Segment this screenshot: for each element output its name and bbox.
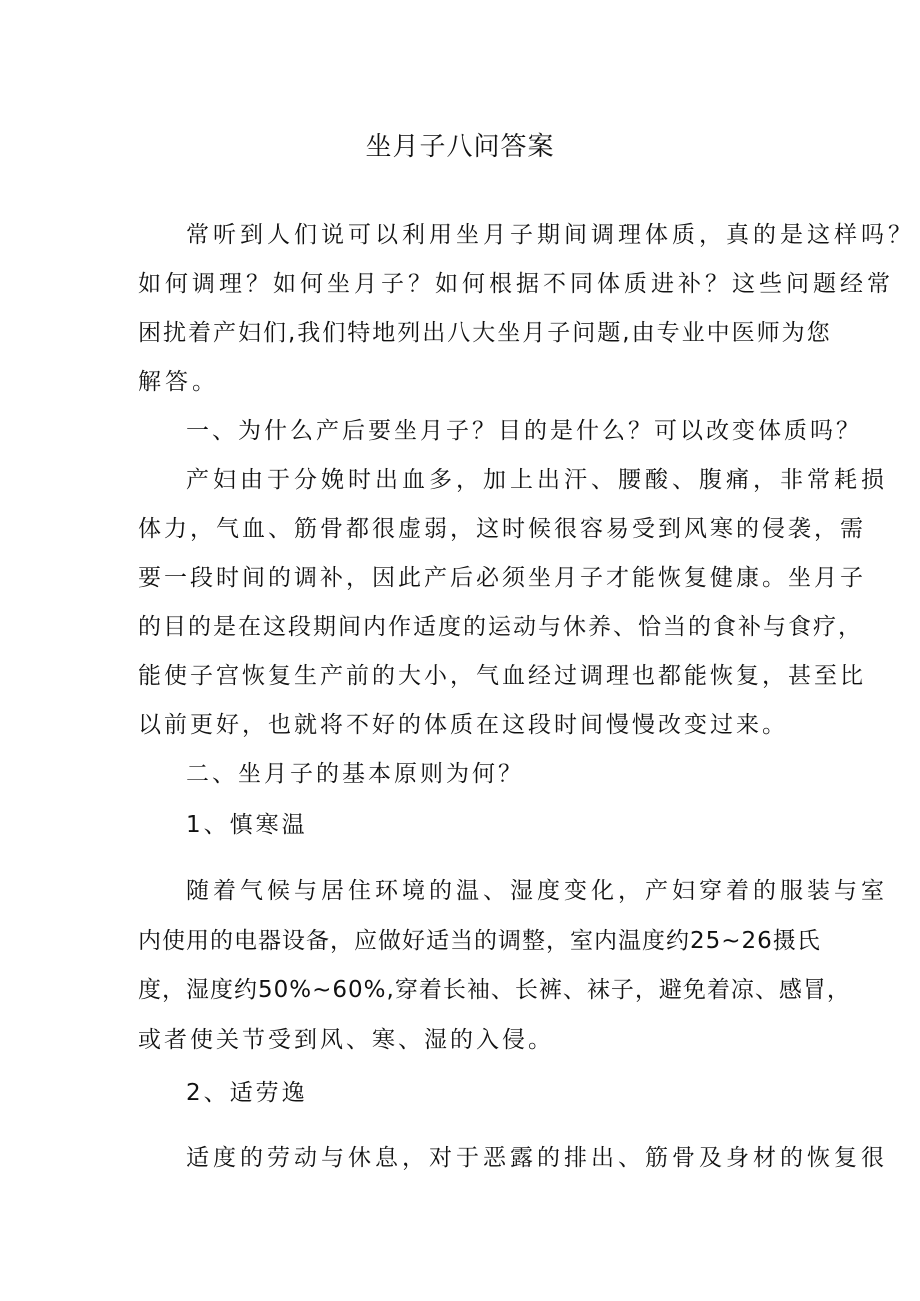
paragraph-line: 困扰着产妇们,我们特地列出八大坐月子问题,由专业中医师为您 bbox=[138, 320, 832, 346]
paragraph-line: 常听到人们说可以利用坐月子期间调理体质，真的是这样吗？ bbox=[186, 222, 915, 248]
paragraph-line: 体力，气血、筋骨都很虚弱，这时候很容易受到风寒的侵袭，需 bbox=[138, 516, 866, 542]
document-title: 坐月子八问答案 bbox=[365, 132, 555, 162]
section-heading: 二、坐月子的基本原则为何？ bbox=[186, 761, 524, 787]
subsection-heading: 2、适劳逸 bbox=[186, 1080, 308, 1106]
subsection-heading: 1、慎寒温 bbox=[186, 812, 308, 838]
paragraph-line: 如何调理？如何坐月子？如何根据不同体质进补？这些问题经常 bbox=[138, 271, 894, 297]
paragraph-line: 内使用的电器设备，应做好适当的调整，室内温度约25~26摄氏 bbox=[138, 928, 821, 954]
paragraph-line: 适度的劳动与休息，对于恶露的排出、筋骨及身材的恢复很 bbox=[186, 1145, 888, 1171]
paragraph-line: 以前更好，也就将不好的体质在这段时间慢慢改变过来。 bbox=[138, 712, 788, 738]
paragraph-line: 解答。 bbox=[138, 369, 219, 395]
paragraph-line: 要一段时间的调补，因此产后必须坐月子才能恢复健康。坐月子 bbox=[138, 565, 866, 591]
section-heading: 一、为什么产后要坐月子？目的是什么？可以改变体质吗？ bbox=[186, 418, 862, 444]
paragraph-line: 的目的是在这段期间内作适度的运动与休养、恰当的食补与食疗， bbox=[138, 614, 863, 640]
paragraph-line: 或者使关节受到风、寒、湿的入侵。 bbox=[138, 1027, 554, 1053]
paragraph-line: 能使子宫恢复生产前的大小，气血经过调理也都能恢复，甚至比 bbox=[138, 663, 866, 689]
paragraph-line: 随着气候与居住环境的温、湿度变化，产妇穿着的服装与室 bbox=[186, 878, 888, 904]
paragraph-line: 产妇由于分娩时出血多，加上出汗、腰酸、腹痛，非常耗损 bbox=[186, 467, 888, 493]
paragraph-line: 度，湿度约50%~60%,穿着长袖、长裤、袜子，避免着凉、感冒， bbox=[138, 977, 851, 1003]
